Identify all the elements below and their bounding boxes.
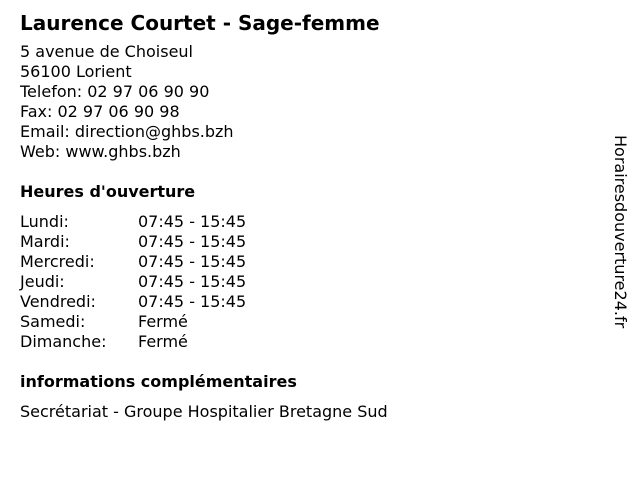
hours-day: Lundi: (20, 212, 69, 231)
hours-day: Mardi: (20, 232, 70, 251)
hours-time: 07:45 - 15:45 (138, 212, 247, 231)
address-street: 5 avenue de Choiseul (20, 42, 193, 61)
hours-day: Samedi: (20, 312, 86, 331)
hours-day: Dimanche: (20, 332, 107, 351)
hours-day: Jeudi: (20, 272, 65, 291)
page-title: Laurence Courtet - Sage-femme (20, 11, 380, 35)
hours-row-friday (20, 292, 600, 312)
hours-time: 07:45 - 15:45 (138, 252, 247, 271)
hours-time: 07:45 - 15:45 (138, 292, 247, 311)
phone-line: Telefon: 02 97 06 90 90 (20, 82, 210, 101)
hours-day: Mercredi: (20, 252, 95, 271)
hours-time: 07:45 - 15:45 (138, 272, 247, 291)
hours-row-thursday (20, 272, 600, 292)
fax-line: Fax: 02 97 06 90 98 (20, 102, 180, 121)
hours-row-sunday (20, 332, 600, 352)
hours-row-wednesday (20, 252, 600, 272)
email-line: Email: direction@ghbs.bzh (20, 122, 234, 141)
hours-time: Fermé (138, 332, 188, 351)
business-card (20, 10, 600, 422)
hours-time: Fermé (138, 312, 188, 331)
hours-time: 07:45 - 15:45 (138, 232, 247, 251)
web-line: Web: www.ghbs.bzh (20, 142, 181, 161)
site-link[interactable]: Horairesdouverture24.fr (611, 135, 630, 329)
hours-row-tuesday (20, 232, 600, 252)
info-text: Secrétariat - Groupe Hospitalier Bretagne Sud (20, 402, 388, 421)
address-city: 56100 Lorient (20, 62, 132, 81)
hours-row-saturday (20, 312, 600, 332)
hours-row-monday (20, 212, 600, 232)
hours-table (20, 212, 600, 352)
hours-day: Vendredi: (20, 292, 96, 311)
hours-heading: Heures d'ouverture (20, 182, 196, 201)
address-block (20, 42, 600, 162)
info-heading: informations complémentaires (20, 372, 297, 391)
